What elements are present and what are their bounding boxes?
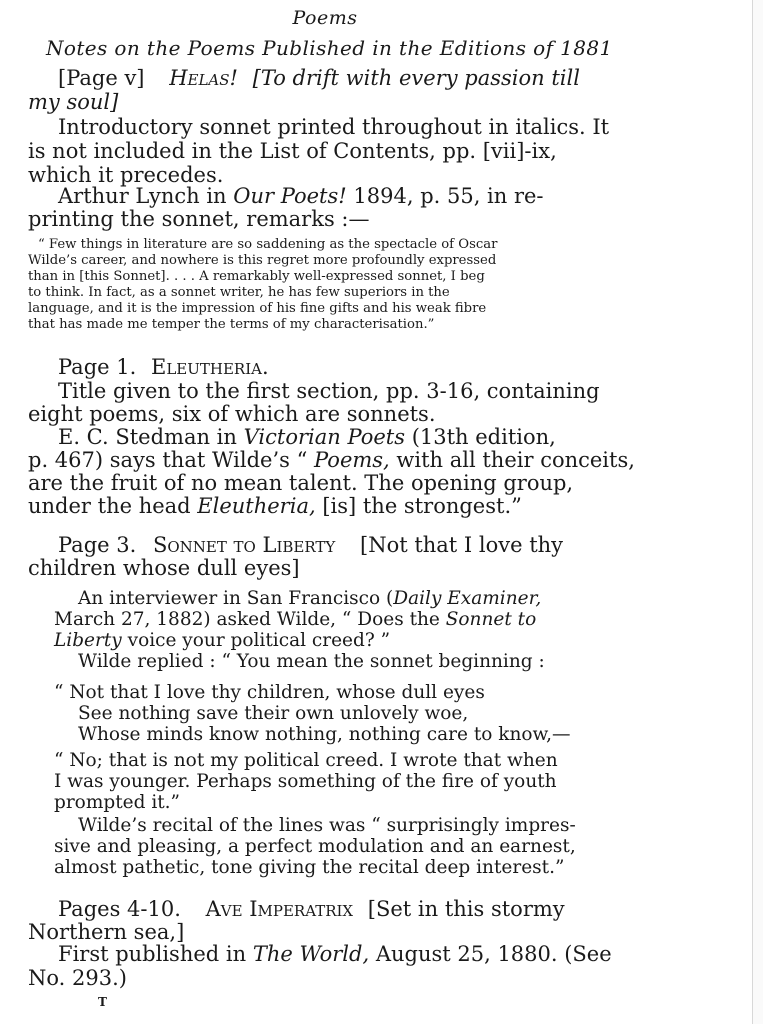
imperatrix-first-line-cont: Northern sea,] bbox=[28, 920, 185, 944]
running-head: Poems bbox=[292, 7, 358, 29]
liberty-first-line: [Not that I love thy bbox=[360, 533, 564, 557]
eleutheria-heading: Eleutheria. bbox=[150, 355, 269, 379]
liberty-paragraph-line: Wilde’s recital of the lines was “ surprisingly impres- bbox=[78, 815, 576, 836]
liberty-heading: Sonnet to Liberty bbox=[152, 533, 336, 557]
section-title: Notes on the Poems Published in the Editions of 1881 bbox=[46, 36, 613, 60]
helas-paragraph-line: Introductory sonnet printed throughout in italics. It bbox=[58, 115, 610, 139]
liberty-paragraph-line bbox=[54, 630, 390, 651]
liberty-paragraph-line: almost pathetic, tone giving the recital deep interest.” bbox=[54, 857, 565, 878]
text-run: voice your political creed? ” bbox=[121, 630, 391, 651]
book-title: Poems, bbox=[314, 448, 390, 472]
verse-line: “ Not that I love thy children, whose dull eyes bbox=[54, 682, 485, 703]
signature-mark: T bbox=[98, 995, 107, 1009]
quote-line: language, and it is the impression of his fine gifts and his weak fibre bbox=[28, 301, 487, 316]
eleutheria-paragraph-line: Title given to the first section, pp. 3-16, containing bbox=[58, 379, 600, 403]
helas-paragraph-line: is not included in the List of Contents, pp. [vii]-ix, bbox=[28, 139, 557, 163]
text-run: An interviewer in San Francisco ( bbox=[78, 588, 394, 609]
liberty-paragraph-line bbox=[54, 609, 536, 630]
helas-first-line: [To drift with every passion till bbox=[252, 66, 580, 90]
imperatrix-heading: Ave Imperatrix bbox=[205, 897, 354, 921]
text-run: Arthur Lynch in bbox=[58, 184, 234, 208]
liberty-paragraph-line: prompted it.” bbox=[54, 792, 181, 813]
quote-line: Wilde’s career, and nowhere is this regret more profoundly expressed bbox=[28, 253, 497, 268]
quote-line: that has made me temper the terms of my characterisation.” bbox=[28, 317, 435, 332]
verse-line: See nothing save their own unlovely woe, bbox=[78, 703, 469, 724]
helas-paragraph-line: printing the sonnet, remarks :— bbox=[28, 207, 370, 231]
liberty-first-line-cont: children whose dull eyes] bbox=[28, 556, 300, 580]
liberty-paragraph-line bbox=[78, 588, 541, 609]
poem-title: Sonnet to bbox=[445, 609, 537, 630]
text-run: First published in bbox=[58, 942, 253, 966]
text-run: with all their conceits, bbox=[389, 448, 635, 472]
text-run: March 27, 1882) asked Wilde, “ Does the bbox=[54, 609, 446, 630]
section-name: Eleutheria, bbox=[197, 494, 316, 518]
verse-line: Whose minds know nothing, nothing care to know,— bbox=[78, 724, 571, 745]
eleutheria-paragraph-line bbox=[58, 425, 556, 449]
book-title: Victorian Poets bbox=[243, 425, 406, 449]
helas-heading-line bbox=[58, 66, 580, 90]
quote-line: than in [this Sonnet]. . . . A remarkably well-expressed sonnet, I beg bbox=[28, 269, 485, 284]
text-run: 1894, p. 55, in re- bbox=[346, 184, 544, 208]
imperatrix-paragraph-line: No. 293.) bbox=[28, 966, 127, 990]
eleutheria-paragraph-line: eight poems, six of which are sonnets. bbox=[28, 402, 436, 426]
helas-heading: Helas! bbox=[169, 66, 238, 90]
helas-paragraph-line bbox=[58, 184, 544, 208]
helas-first-line-cont: my soul] bbox=[28, 90, 119, 114]
eleutheria-paragraph-line: are the fruit of no mean talent. The opening group, bbox=[28, 471, 574, 495]
helas-paragraph-line: which it precedes. bbox=[28, 163, 224, 187]
eleutheria-paragraph-line bbox=[28, 448, 635, 472]
text-run: p. 467) says that Wilde’s “ bbox=[28, 448, 315, 472]
liberty-paragraph-line: I was younger. Perhaps something of the fire of youth bbox=[54, 771, 557, 792]
newspaper-title: Daily Examiner, bbox=[393, 588, 542, 609]
page-edge bbox=[752, 0, 763, 1024]
imperatrix-page-ref: Pages 4-10. bbox=[58, 897, 181, 921]
liberty-paragraph-line: sive and pleasing, a perfect modulation and an earnest, bbox=[54, 836, 576, 857]
imperatrix-paragraph-line bbox=[58, 942, 612, 966]
imperatrix-first-line: [Set in this stormy bbox=[367, 897, 565, 921]
helas-page-ref: [Page v] bbox=[58, 66, 145, 90]
eleutheria-heading-line bbox=[58, 355, 269, 379]
eleutheria-paragraph-line bbox=[28, 494, 522, 518]
text-run: (13th edition, bbox=[405, 425, 556, 449]
book-title: Our Poets! bbox=[233, 184, 347, 208]
text-run: under the head bbox=[28, 494, 198, 518]
liberty-heading-line bbox=[58, 533, 563, 557]
quote-line: to think. In fact, as a sonnet writer, he has few superiors in the bbox=[28, 285, 450, 300]
text-run: August 25, 1880. (See bbox=[369, 942, 612, 966]
liberty-paragraph-line: “ No; that is not my political creed. I wrote that when bbox=[54, 750, 558, 771]
quote-line: “ Few things in literature are so saddening as the spectacle of Oscar bbox=[38, 237, 498, 252]
text-run: [is] the strongest.” bbox=[315, 494, 522, 518]
text-run: E. C. Stedman in bbox=[58, 425, 244, 449]
liberty-paragraph-line: Wilde replied : “ You mean the sonnet beginning : bbox=[78, 651, 545, 672]
poem-title: Liberty bbox=[54, 630, 122, 651]
periodical-title: The World, bbox=[252, 942, 370, 966]
eleutheria-page-ref: Page 1. bbox=[58, 355, 137, 379]
imperatrix-heading-line bbox=[58, 897, 565, 921]
liberty-page-ref: Page 3. bbox=[58, 533, 137, 557]
